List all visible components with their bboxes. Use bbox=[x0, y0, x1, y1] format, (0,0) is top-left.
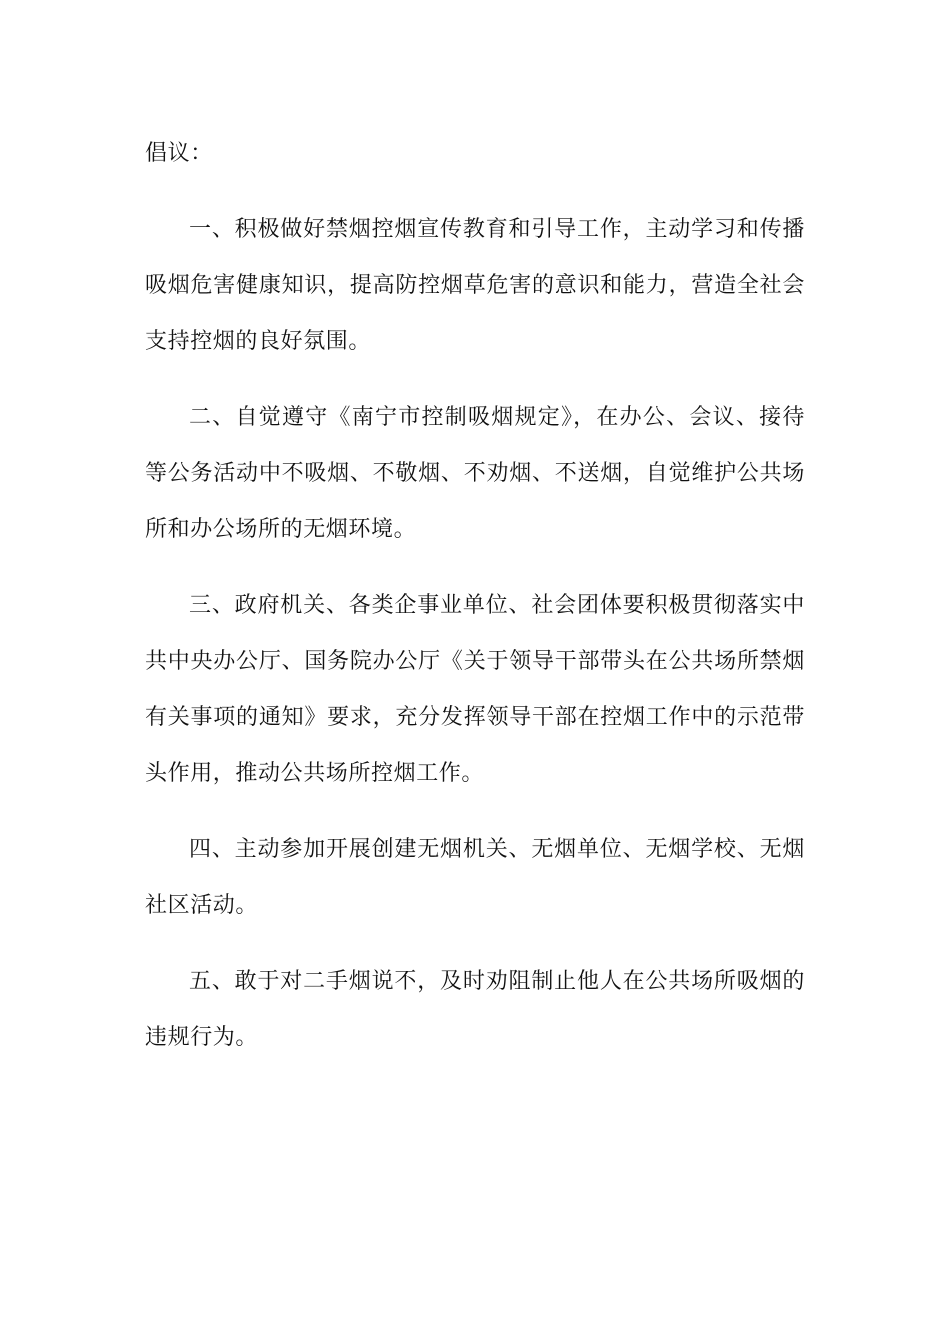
paragraph-4: 四、主动参加开展创建无烟机关、无烟单位、无烟学校、无烟社区活动。 bbox=[145, 837, 805, 918]
heading: 倡议： bbox=[145, 141, 213, 166]
document-body bbox=[145, 126, 805, 1066]
paragraph-1: 一、积极做好禁烟控烟宣传教育和引导工作，主动学习和传播吸烟危害健康知识，提高防控烟草危害的意识和能力，营造全社会支持控烟的良好氛围。 bbox=[145, 217, 805, 354]
paragraph-5: 五、敢于对二手烟说不，及时劝阻制止他人在公共场所吸烟的违规行为。 bbox=[145, 969, 805, 1050]
paragraph-2: 二、自觉遵守《南宁市控制吸烟规定》，在办公、会议、接待等公务活动中不吸烟、不敬烟、不劝烟、不送烟，自觉维护公共场所和办公场所的无烟环境。 bbox=[145, 405, 805, 542]
paragraph-3: 三、政府机关、各类企事业单位、社会团体要积极贯彻落实中共中央办公厅、国务院办公厅《关于领导干部带头在公共场所禁烟有关事项的通知》要求，充分发挥领导干部在控烟工作中的示范带头作用，推动公共场所控烟工作。 bbox=[145, 593, 805, 786]
